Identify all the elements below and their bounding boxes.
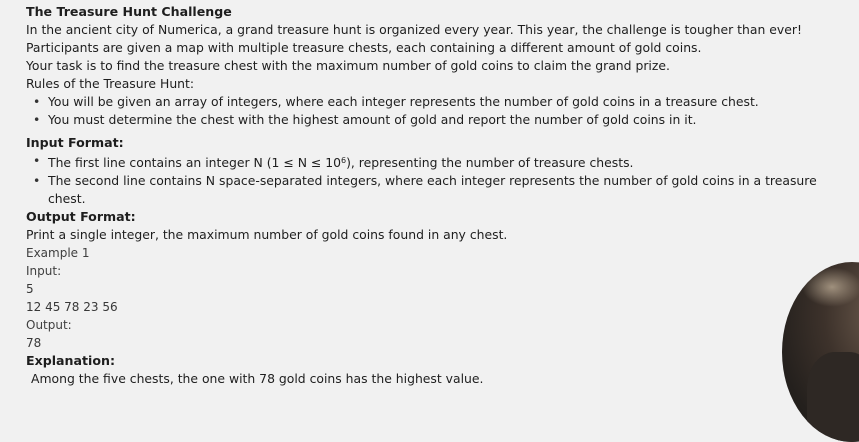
task-paragraph: Your task is to find the treasure chest with the maximum number of gold coins to claim the grand prize.: [26, 58, 670, 73]
problem-title: The Treasure Hunt Challenge: [26, 4, 232, 19]
example-output-value: 78: [26, 336, 42, 350]
example-input-label: Input:: [26, 264, 62, 278]
intro-paragraph: In the ancient city of Numerica, a grand treasure hunt is organized every year. This year, the challenge is tougher than ever! Participants are given a map with multiple treasure chests, each containing a different amount of gold coins.: [26, 22, 802, 55]
problem-statement: [26, 3, 852, 388]
explanation-heading: Explanation:: [26, 353, 116, 368]
example-label: Example 1: [26, 246, 90, 260]
input-format-line1-prefix: The first line contains an integer N (1 ≤ N ≤ 10: [48, 155, 341, 170]
rule-item: • You must determine the chest with the highest amount of gold and report the number of gold coins in it.: [46, 111, 852, 129]
webcam-figure: [807, 352, 859, 442]
rules-list: [26, 93, 852, 129]
explanation-text: Among the five chests, the one with 78 gold coins has the highest value.: [31, 371, 484, 386]
example-input-n: 5: [26, 282, 34, 296]
output-format-heading: Output Format:: [26, 209, 136, 224]
example-output-label: Output:: [26, 318, 72, 332]
exponent: 6: [340, 156, 347, 165]
input-format-item: • The second line contains N space-separated integers, where each integer represents the number of gold coins in a treasure chest.: [46, 172, 852, 208]
input-format-line1-suffix: ), representing the number of treasure chests.: [346, 155, 634, 170]
input-format-item: [46, 152, 852, 172]
example-input-values: 12 45 78 23 56: [26, 300, 118, 314]
webcam-light: [802, 267, 859, 307]
input-format-heading: Input Format:: [26, 135, 124, 150]
output-format-text: Print a single integer, the maximum number of gold coins found in any chest.: [26, 227, 508, 242]
rule-item: • You will be given an array of integers, where each integer represents the number of gold coins in a treasure chest.: [46, 93, 852, 111]
input-format-list: [26, 152, 852, 208]
rules-heading: Rules of the Treasure Hunt:: [26, 76, 195, 91]
